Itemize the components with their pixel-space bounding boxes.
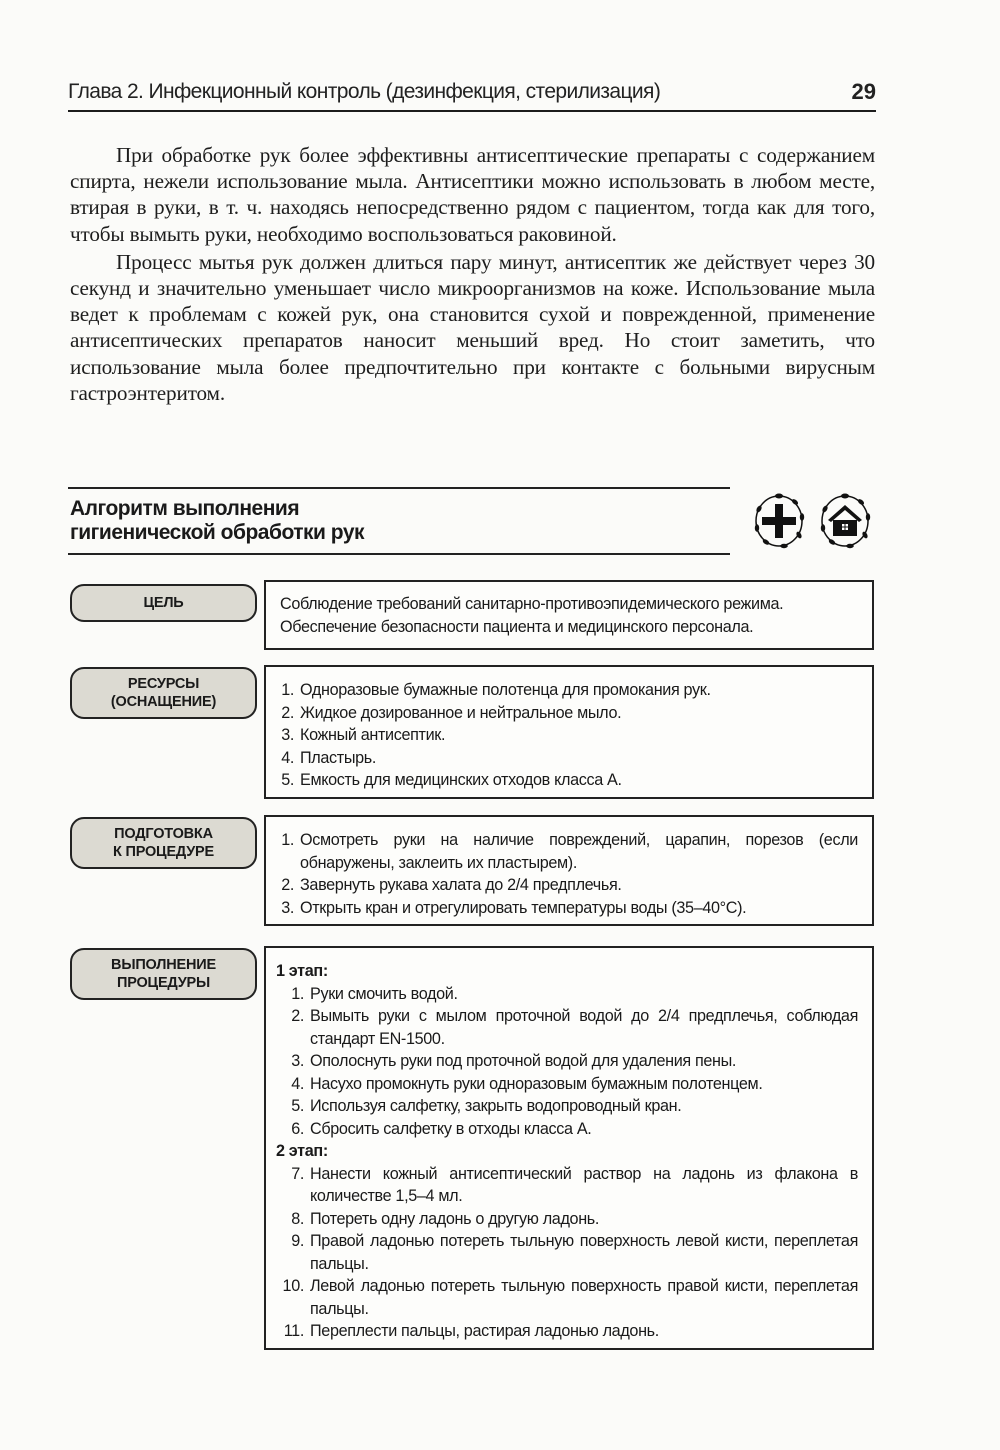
list-item: 1. Осмотреть руки на наличие повреждений, царапин, порезов (если обнаружены, заклеить их пластырем). bbox=[281, 831, 858, 872]
goal-label-text: ЦЕЛЬ bbox=[143, 595, 184, 611]
page-number: 29 bbox=[851, 79, 876, 104]
list-item: 7. Нанести кожный антисептический раствор на ладонь из флакона в количестве 1,5–4 мл. bbox=[291, 1164, 858, 1205]
list-item: 6. Сбросить салфетку в отходы класса А. bbox=[291, 1119, 592, 1138]
list-item: 3. Ополоснуть руки под проточной водой для удаления пены. bbox=[291, 1052, 737, 1070]
running-header bbox=[68, 78, 876, 112]
list-item: 8. Потереть одну ладонь о другую ладонь. bbox=[291, 1209, 600, 1228]
section-title bbox=[70, 497, 364, 545]
stage1-list bbox=[276, 983, 858, 1141]
list-item: 2. Жидкое дозированное и нейтральное мыло. bbox=[281, 703, 622, 722]
list-item: 1. Одноразовые бумажные полотенца для промокания рук. bbox=[281, 681, 711, 699]
goal-box bbox=[264, 580, 874, 650]
list-item: 2. Завернуть рукава халата до 2/4 предплечья. bbox=[281, 876, 622, 894]
stage-title: 1 этап: bbox=[276, 962, 328, 980]
procedure-label-line: ВЫПОЛНЕНИЕ bbox=[111, 957, 216, 973]
body-text bbox=[70, 142, 875, 406]
resources-box bbox=[264, 665, 874, 799]
paragraph: Процесс мытья рук должен длиться пару минут, антисептик же действует через 30 секунд и значительно уменьшает число микроорганизмов на коже. Использование мыла ведет к проблемам с кожей рук, она становится сухой и поврежденной, применение антисептических препаратов наносит меньший вред. Но стоит заметить, что использование мыла более предпочтительно при контакте с больными вирусным гастроэнтеритом. bbox=[70, 249, 875, 405]
stage2-list bbox=[276, 1163, 858, 1343]
chapter-title: Глава 2. Инфекционный контроль (дезинфекция, стерилизация) bbox=[68, 80, 661, 103]
list-item: 9. Правой ладонью потереть тыльную поверхность левой кисти, переплетая пальцы. bbox=[291, 1232, 858, 1273]
list-item: 4. Насухо промокнуть руки одноразовым бумажным полотенцем. bbox=[291, 1074, 763, 1093]
list-item: 2. Вымыть руки с мылом проточной водой до 2/4 предплечья, соблюдая стандарт EN-1500. bbox=[291, 1007, 858, 1048]
goal-label bbox=[70, 584, 257, 622]
section-title-line: Алгоритм выполнения bbox=[70, 497, 300, 520]
procedure-box bbox=[264, 946, 874, 1350]
section-icons bbox=[750, 490, 880, 552]
home-icon bbox=[816, 490, 874, 552]
list-item: 11. Переплести пальцы, растирая ладонью ладонь. bbox=[283, 1322, 659, 1340]
list-item: 10. Левой ладонью потереть тыльную поверхность правой кисти, переплетая пальцы. bbox=[282, 1277, 858, 1318]
list-item: 3. Кожный антисептик. bbox=[281, 726, 446, 744]
section-title-line: гигиенической обработки рук bbox=[70, 521, 365, 544]
preparation-label-line: ПОДГОТОВКА bbox=[114, 826, 213, 842]
preparation-label bbox=[70, 817, 257, 869]
list-item: 4. Пластырь. bbox=[281, 748, 377, 767]
resources-list bbox=[266, 679, 858, 792]
resources-label-line: (ОСНАЩЕНИЕ) bbox=[110, 694, 217, 710]
list-item: 5. Емкость для медицинских отходов класса А. bbox=[281, 771, 622, 789]
procedure-label-line: ПРОЦЕДУРЫ bbox=[116, 975, 211, 991]
preparation-label-line: К ПРОЦЕДУРЕ bbox=[113, 844, 214, 860]
preparation-box bbox=[264, 815, 874, 926]
list-item: 1. Руки смочить водой. bbox=[291, 984, 458, 1003]
medical-cross-icon bbox=[750, 490, 808, 552]
list-item: 3. Открыть кран и отрегулировать температуры воды (35–40°C). bbox=[281, 898, 747, 917]
list-item: 5. Используя салфетку, закрыть водопроводный кран. bbox=[291, 1097, 682, 1115]
stage-title: 2 этап: bbox=[276, 1142, 328, 1160]
resources-label bbox=[70, 667, 257, 719]
procedure-label bbox=[70, 948, 257, 1000]
goal-line: Соблюдение требований санитарно-противоэпидемического режима. bbox=[280, 595, 784, 613]
resources-label-line: РЕСУРСЫ bbox=[127, 676, 200, 692]
section-heading bbox=[68, 487, 730, 555]
paragraph: При обработке рук более эффективны антисептические препараты с содержанием спирта, нежели использование мыла. Антисептики можно использовать в любом месте, втирая в руки, в т. ч. находясь непосредственно рядом с пациентом, тогда как для того, чтобы вымыть руки, необходимо воспользоваться раковиной. bbox=[70, 143, 875, 246]
preparation-list bbox=[266, 829, 858, 919]
goal-line: Обеспечение безопасности пациента и медицинского персонала. bbox=[280, 617, 754, 636]
